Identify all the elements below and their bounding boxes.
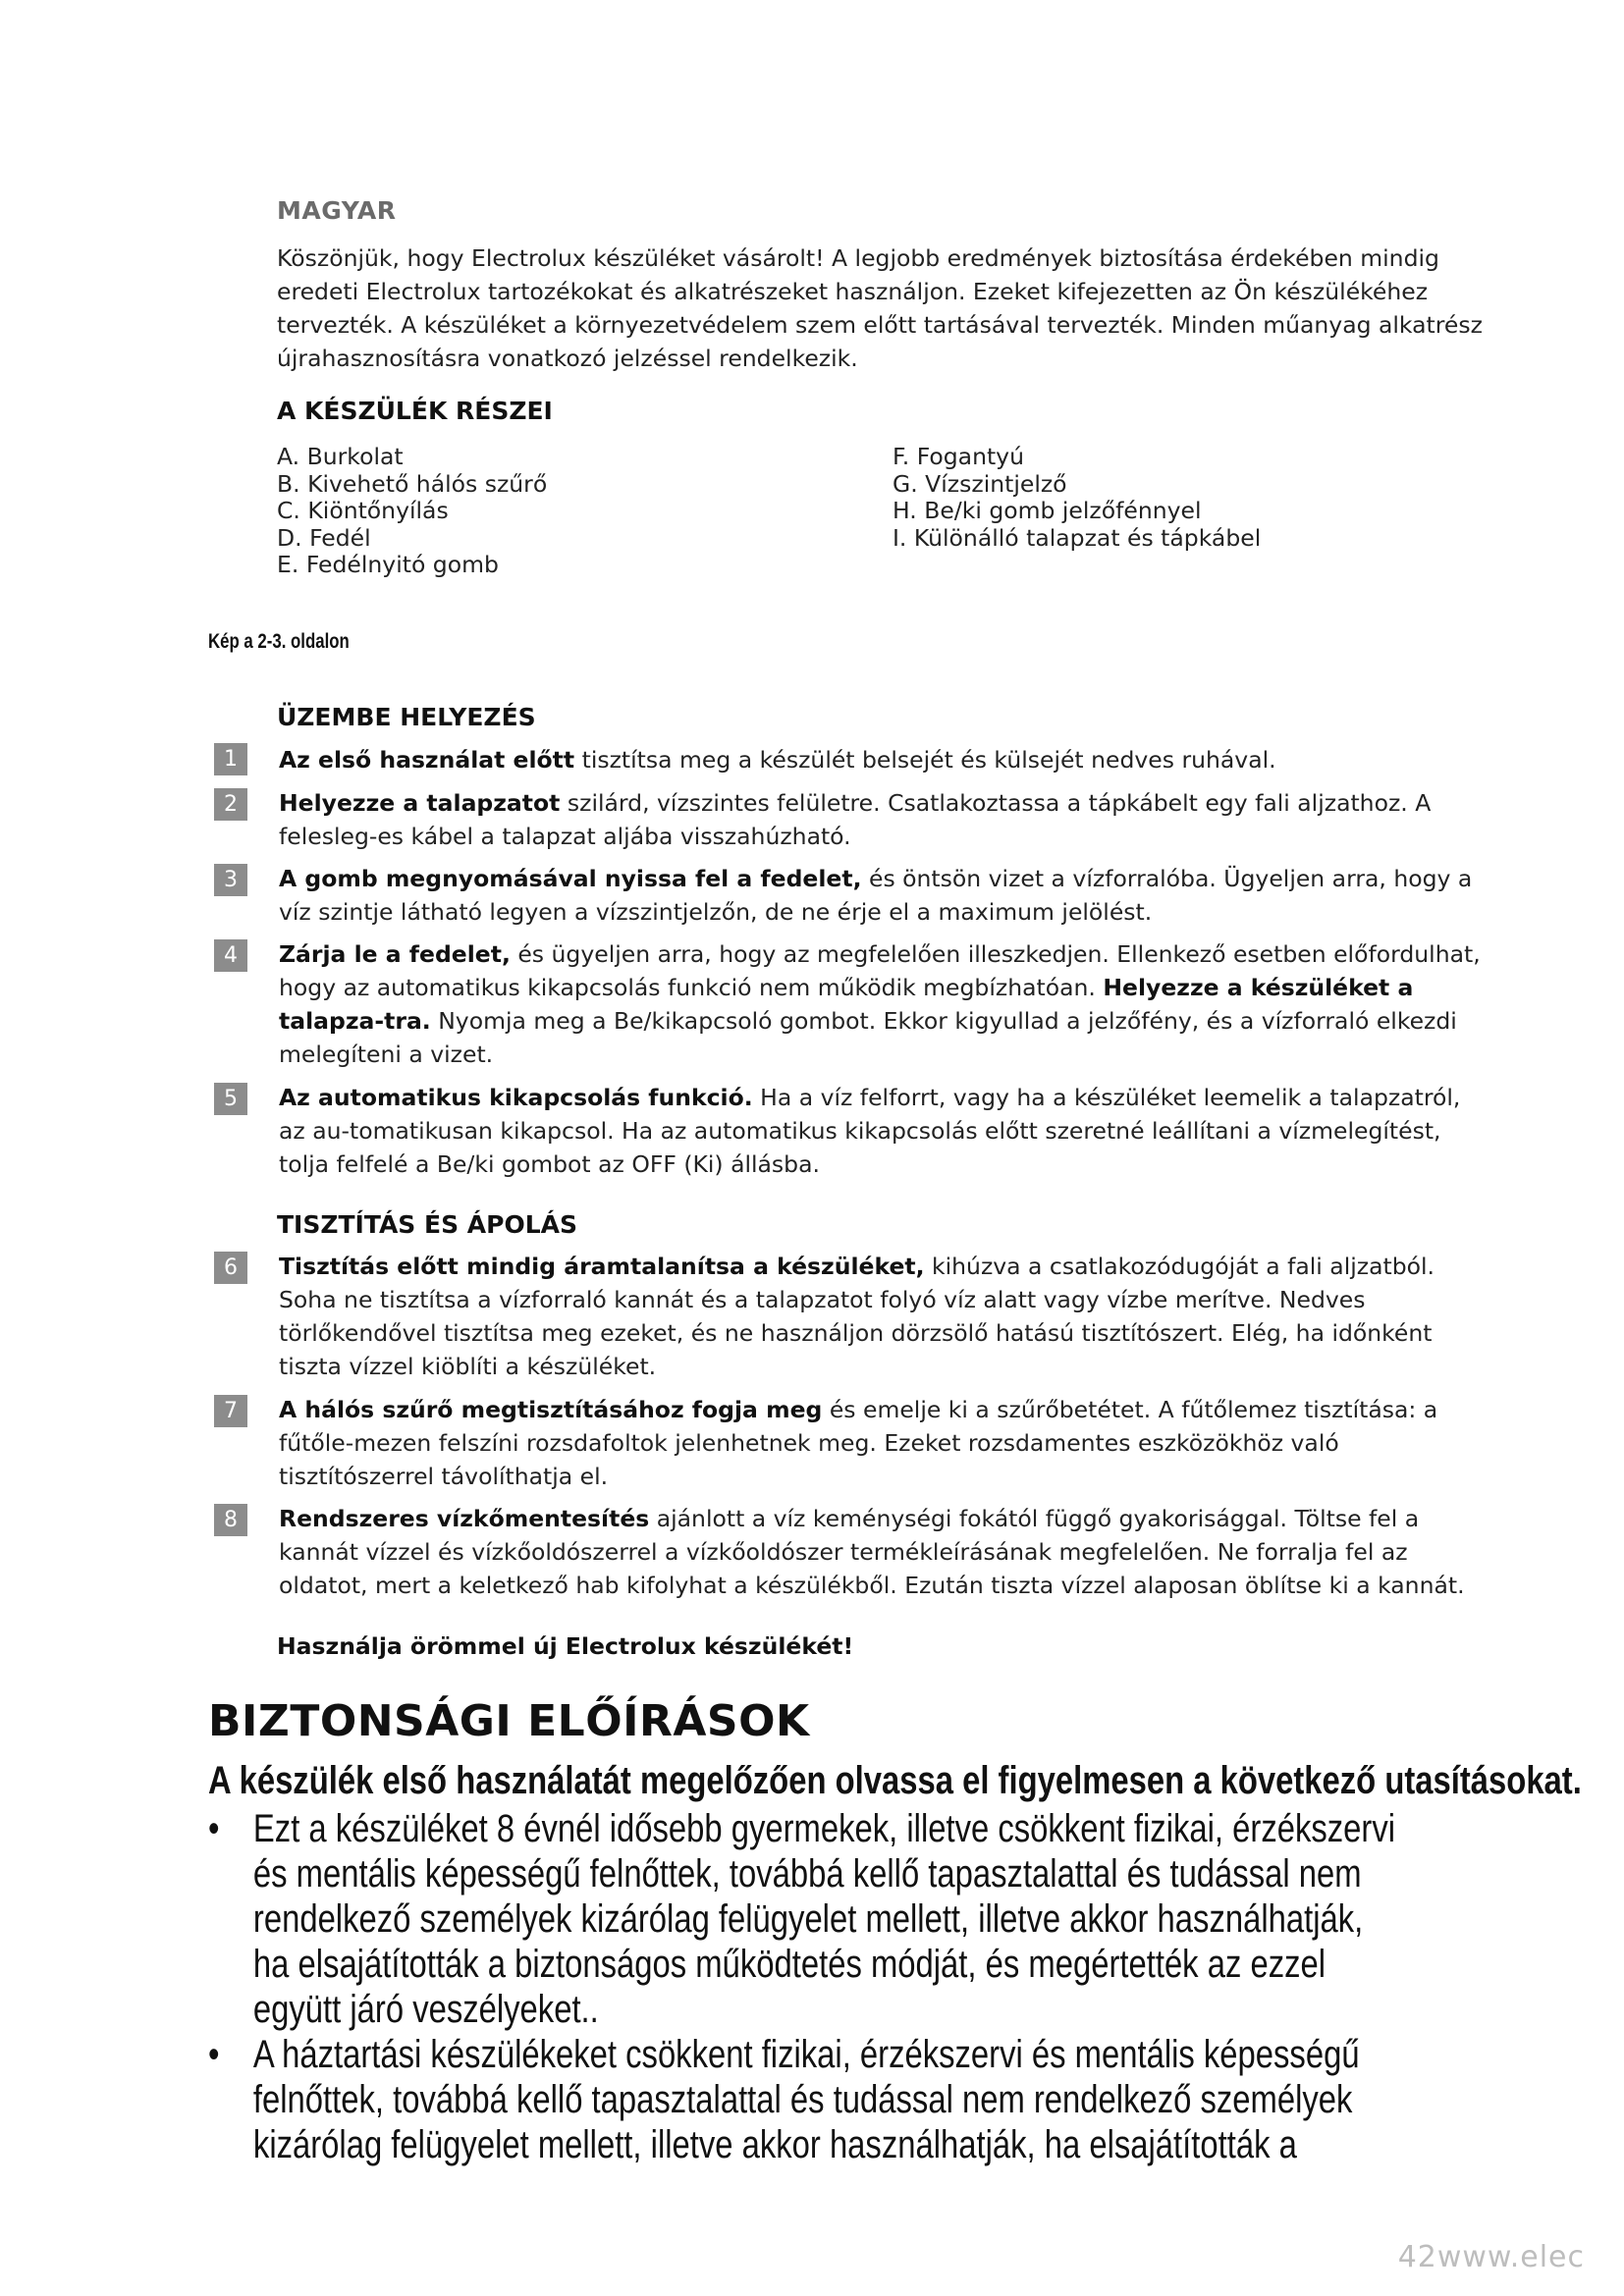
safety-bullet: • Ezt a készüléket 8 évnél idősebb gyermekek, illetve csökkent fizikai, érzékszervi és mentális képességű felnőttek, továbbá kellő tapasztalattal és tudással nem rendelkező személyek kizárólag felügyelet mellett, illetve akkor használhatják, ha elsajátították a biztonságos működtetés módját, és megértették az ezzel együtt járó veszélyeket.. (208, 1807, 1396, 2031)
setup-title: ÜZEMBE HELYEZÉS (277, 703, 536, 731)
part-item: F. Fogantyú (893, 443, 1024, 470)
step-text: A hálós szűrő megtisztításához fogja meg és emelje ki a szűrőbetétet. A fűtőlemez tisztítása: a fűtőle-mezen felszíni rozsdafoltok jelenhetnek meg. Ezeket rozsdamentes eszközökhöz való tisztítószerrel távolíthatja el. (279, 1396, 1438, 1490)
step-number: 6 (214, 1252, 247, 1284)
image-caption: Kép a 2-3. oldalon (208, 630, 350, 653)
step-text: Rendszeres vízkőmentesítés ajánlott a víz keménységi fokától függő gyakorisággal. Töltse fel a kannát vízzel és vízkőoldószerrel a vízkőoldószer termékleírásának megfelelően. Ne forralja fel az oldatot, mert a keletkező hab kifolyhat a készülékből. Ezután tiszta vízzel alaposan öblítse ki a kannát. (279, 1505, 1465, 1599)
parts-title: A KÉSZÜLÉK RÉSZEI (277, 397, 553, 425)
step-text: Zárja le a fedelet, és ügyeljen arra, hogy az megfelelően illeszkedjen. Ellenkező esetben előfordulhat, hogy az automatikus kikapcsolás funkció nem működik megbízhatóan. Helyezze a készüléket a talapza-tra. Nyomja meg a Be/kikapcsoló gombot. Ekkor kigyullad a jelzőfény, és a vízforraló elkezdi melegíteni a vizet. (279, 940, 1481, 1068)
step-number: 4 (214, 939, 247, 972)
part-item: D. Fedél (277, 523, 371, 552)
step-text: Az automatikus kikapcsolás funkció. Ha a víz felforrt, vagy ha a készüléket leemelik a talapzatról, az au-tomatikusan kikapcsol. Ha az automatikus kikapcsolás előtt szeretné leállítani a vízmelegítést, tolja felfelé a Be/ki gombot az OFF (Ki) állásba. (279, 1084, 1461, 1178)
parts-list-right (893, 444, 1261, 552)
step-text: A gomb megnyomásával nyissa fel a fedelet, és öntsön vizet a vízforralóba. Ügyeljen arra, hogy a víz szintje látható legyen a vízszintjelzőn, de ne érje el a maximum jelölést. (279, 865, 1473, 926)
part-item: G. Vízszintjelző (893, 469, 1067, 498)
safety-bullet-list (208, 1806, 1400, 2167)
bullet-icon: • (208, 1807, 220, 1850)
safety-title: BIZTONSÁGI ELŐÍRÁSOK (208, 1696, 810, 1746)
step-text: Tisztítás előtt mindig áramtalanítsa a készüléket, kihúzva a csatlakozódugóját a fali aljzatból. Soha ne tisztítsa a vízforraló kannát és a talapzatot folyó víz alatt vagy vízbe merítve. Nedves törlőkendővel tisztítsa meg ezeket, és ne használjon dörzsölő hatású tisztítószert. Elég, ha időnként tiszta vízzel kiöblíti a készüléket. (279, 1253, 1435, 1380)
step-number: 5 (214, 1083, 247, 1115)
step-text: Helyezze a talapzatot szilárd, vízszintes felületre. Csatlakoztassa a tápkábelt egy fali aljzathoz. A felesleg-es kábel a talapzat aljába visszahúzható. (279, 789, 1432, 850)
part-item: C. Kiöntőnyílás (277, 497, 449, 524)
part-item: B. Kivehető hálós szűrő (277, 469, 548, 498)
part-item: H. Be/ki gomb jelzőfénnyel (893, 497, 1202, 524)
step-number: 1 (214, 743, 247, 775)
bullet-icon: • (208, 2033, 220, 2076)
safety-bullet: • A háztartási készülékeket csökkent fizikai, érzékszervi és mentális képességű felnőttek, továbbá kellő tapasztalattal és tudással nem rendelkező személyek kizárólag felügyelet mellett, illetve akkor használhatják, ha elsajátították a (208, 2033, 1360, 2166)
safety-subtitle: A készülék első használatát megelőzően olvassa el figyelmesen a következő utasításokat. (208, 1759, 1582, 1802)
part-item: I. Különálló talapzat és tápkábel (893, 523, 1262, 552)
step-number: 7 (214, 1395, 247, 1427)
page-footer: 42www.elec (1397, 2240, 1585, 2274)
parts-list-left (277, 444, 547, 579)
language-heading: MAGYAR (277, 196, 397, 225)
intro-paragraph: Köszönjük, hogy Electrolux készüléket vásárolt! A legjobb eredmények biztosítása érdekében mindig eredeti Electrolux tartozékokat és alkatrészeket használjon. Ezeket kifejezetten az Ön készülékéhez tervezték. A készüléket a környezetvédelem szem előtt tartásával tervezték. Minden műanyag alkatrész újrahasznosításra vonatkozó jelzéssel rendelkezik. (277, 244, 1483, 372)
step-number: 3 (214, 864, 247, 896)
cleaning-title: TISZTÍTÁS ÉS ÁPOLÁS (277, 1210, 578, 1239)
step-number: 2 (214, 788, 247, 821)
step-text: Az első használat előtt tisztítsa meg a készülét belsejét és külsejét nedves ruhával. (279, 746, 1276, 774)
step-number: 8 (214, 1504, 247, 1536)
part-item: E. Fedélnyitó gomb (277, 551, 499, 578)
closing-line: Használja örömmel új Electrolux készülékét! (277, 1632, 854, 1660)
part-item: A. Burkolat (277, 443, 404, 470)
